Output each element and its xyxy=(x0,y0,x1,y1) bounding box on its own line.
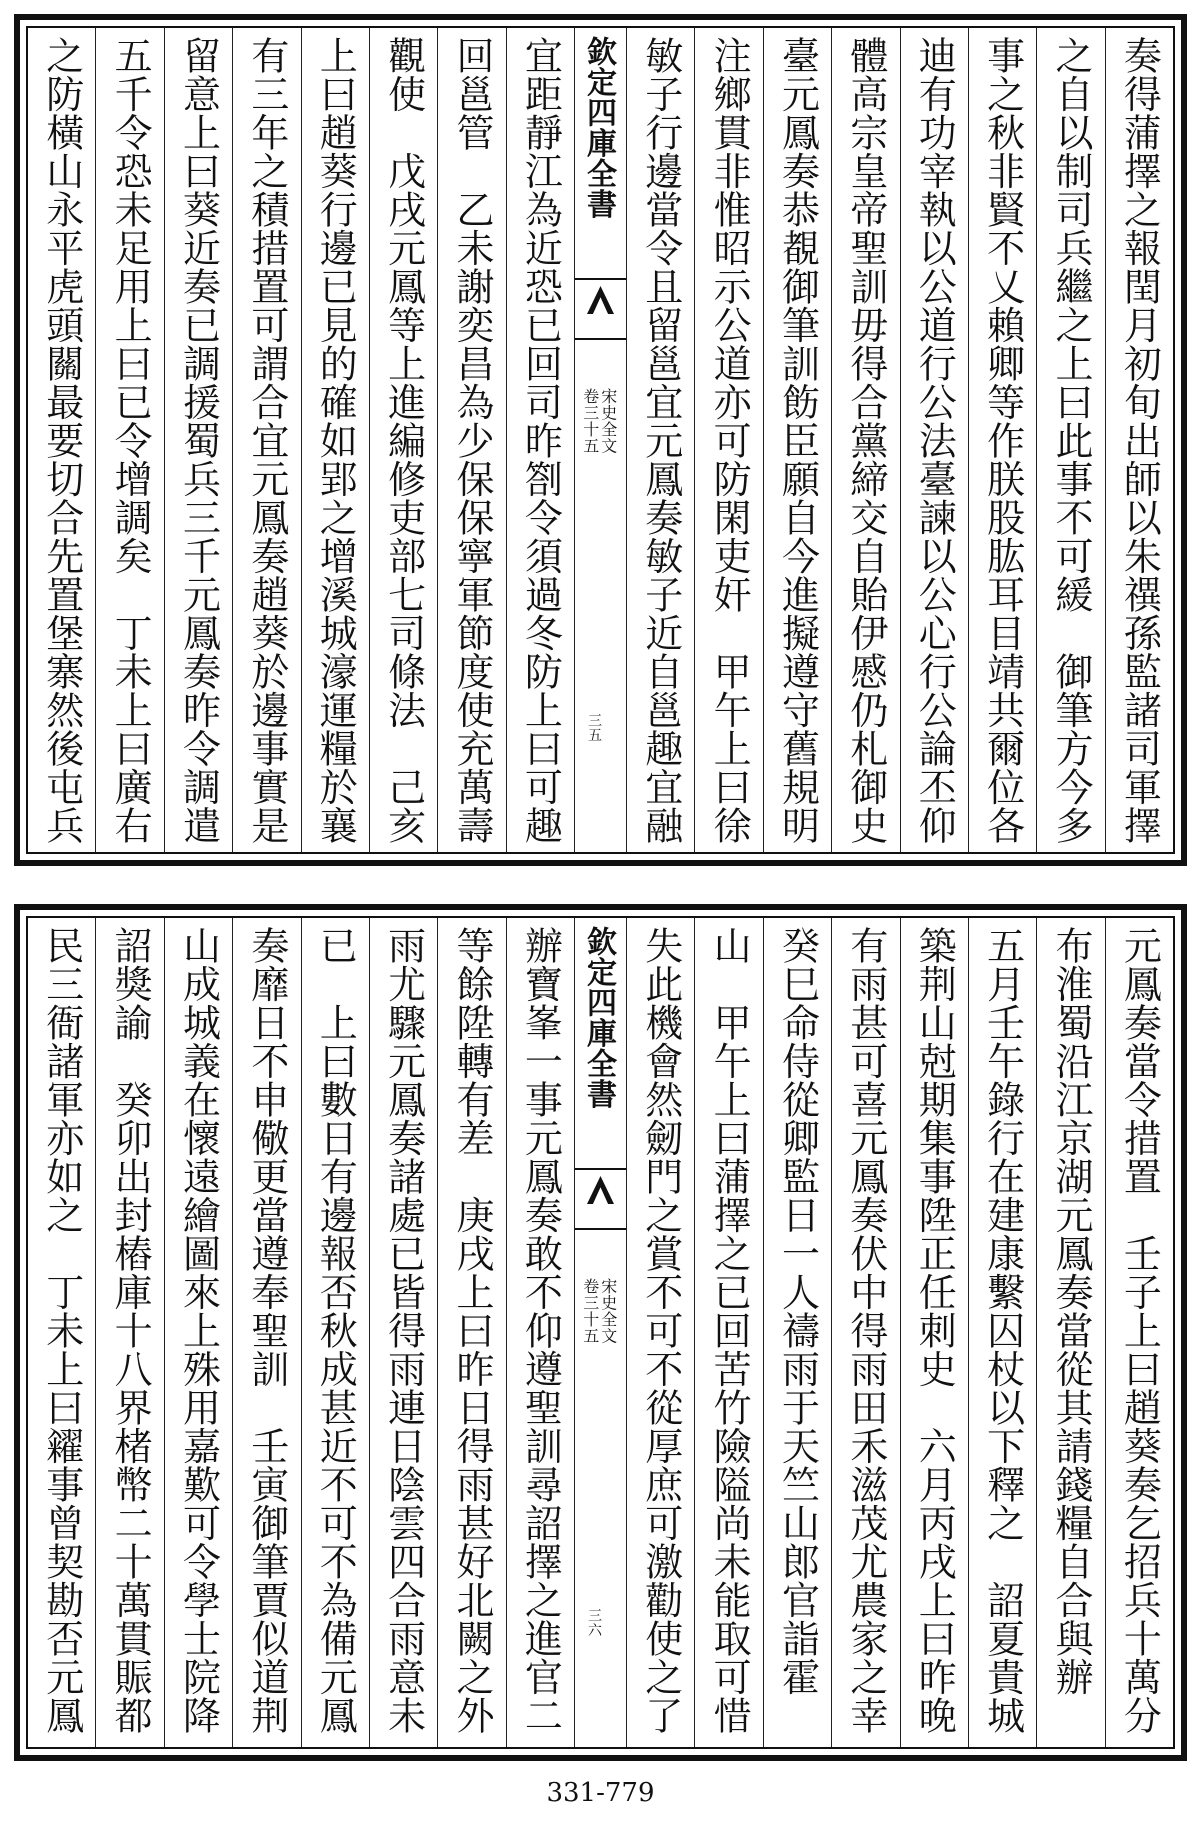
bottom-page-frame xyxy=(26,916,1175,1749)
text-column: 有三年之積措置可謂合宜元鳳奏趙葵於邊事實是 xyxy=(232,28,300,852)
top-page-columns xyxy=(28,28,1173,852)
text-column: 癸巳命侍從卿監日一人禱雨于天竺山郎官詣霍 xyxy=(763,918,831,1747)
bottom-page xyxy=(14,904,1187,1761)
book-title: 宋史全文 xyxy=(598,1278,618,1344)
page-label: 331-779 xyxy=(546,1778,655,1808)
text-column: 山成城義在懷遠繪圖來上殊用嘉歎可令學士院降 xyxy=(164,918,232,1747)
text-column: 有雨甚可喜元鳳奏伏中得雨田禾滋茂尤農家之幸 xyxy=(831,918,899,1747)
text-column: 上曰趙葵行邊已見的確如郢之增溪城濠運糧於襄 xyxy=(301,28,369,852)
book-title: 宋史全文 xyxy=(598,388,618,454)
text-column: 觀使 戊戌元鳳等上進編修吏部七司條法 己亥 xyxy=(369,28,437,852)
text-column: 奏靡日不申儆更當遵奉聖訓 壬寅御筆賈似道荆 xyxy=(232,918,300,1747)
top-page-frame xyxy=(26,26,1175,854)
text-column: 詔獎諭 癸卯出封樁庫十八界楮幣二十萬貫賑都 xyxy=(95,918,163,1747)
fish-tail-ornament-icon xyxy=(575,1168,626,1230)
top-page xyxy=(14,14,1187,866)
text-column: 元鳳奏當令措置 壬子上曰趙葵奏乞招兵十萬分 xyxy=(1105,918,1173,1747)
text-column: 敏子行邊當令且留邕宜元鳳奏敏子近自邕趣宜融 xyxy=(626,28,694,852)
text-column: 留意上曰葵近奏已調援蜀兵三千元鳳奏昨令調遣 xyxy=(164,28,232,852)
text-column: 注鄉貫非惟昭示公道亦可防閑吏奸 甲午上曰徐 xyxy=(694,28,762,852)
text-column: 民三衙諸軍亦如之 丁未上曰糴事曾契勘否元鳳 xyxy=(39,926,84,1735)
text-column: 迪有功宰執以公道行公法臺諫以公心行公論丕仰 xyxy=(900,28,968,852)
text-column: 體高宗皇帝聖訓毋得合黨締交自貽伊慼仍札御史 xyxy=(831,28,899,852)
text-column: 雨尤驟元鳳奏諸處已皆得雨連日陰雲四合雨意未 xyxy=(369,918,437,1747)
text-column: 五月壬午錄行在建康繫囚杖以下釋之 詔夏貴城 xyxy=(968,918,1036,1747)
text-column: 事之秋非賢不乂賴卿等作朕股肱耳目靖共爾位各 xyxy=(968,28,1036,852)
page-number: 三六 xyxy=(586,1608,602,1637)
text-column: 宜距靜江為近恐已回司昨劄令須過冬防上曰可趣 xyxy=(506,28,574,852)
text-column: 失此機會然劒門之賞不可不從厚庶可激勸使之了 xyxy=(626,918,694,1747)
text-column: 等餘陞轉有差 庚戌上曰昨日得雨甚好北闕之外 xyxy=(437,918,505,1747)
text-column: 之自以制司兵繼之上曰此事不可緩 御筆方今多 xyxy=(1036,28,1104,852)
volume-label: 卷三十五 xyxy=(580,388,600,454)
text-column: 臺元鳳奏恭覩御筆訓飭臣願自今進擬遵守舊規明 xyxy=(763,28,831,852)
text-column: 山 甲午上曰蒲擇之已回苦竹險隘尚未能取可惜 xyxy=(694,918,762,1747)
text-column: 之防橫山永平虎頭關最要切合先置堡寨然後屯兵 xyxy=(39,36,84,845)
text-column: 五千令恐未足用上曰已令增調矣 丁未上曰廣右 xyxy=(95,28,163,852)
volume-label: 卷三十五 xyxy=(580,1278,600,1344)
text-column: 奏得蒲擇之報閏月初旬出師以朱禩孫監諸司軍擇 xyxy=(1105,28,1173,852)
text-column: 回邕管 乙未謝奕昌為少保保寧軍節度使充萬壽 xyxy=(437,28,505,852)
text-column: 布淮蜀沿江京湖元鳳奏當從其請錢糧自合與辦 xyxy=(1036,918,1104,1747)
text-column: 築荆山尅期集事陞正任刺史 六月丙戌上曰昨晚 xyxy=(900,918,968,1747)
fish-tail-ornament-icon xyxy=(575,278,626,340)
page-number: 三五 xyxy=(586,713,602,742)
center-fold xyxy=(574,918,626,1747)
center-fold xyxy=(574,28,626,852)
header-title: 欽定四庫全書 xyxy=(581,926,616,1109)
bottom-page-columns xyxy=(28,918,1173,1747)
text-column: 已 上曰數日有邊報否秋成甚近不可不為備元鳳 xyxy=(301,918,369,1747)
text-column: 辦寶峯一事元鳳奏敢不仰遵聖訓尋詔擇之進官二 xyxy=(506,918,574,1747)
header-title: 欽定四庫全書 xyxy=(581,36,616,219)
